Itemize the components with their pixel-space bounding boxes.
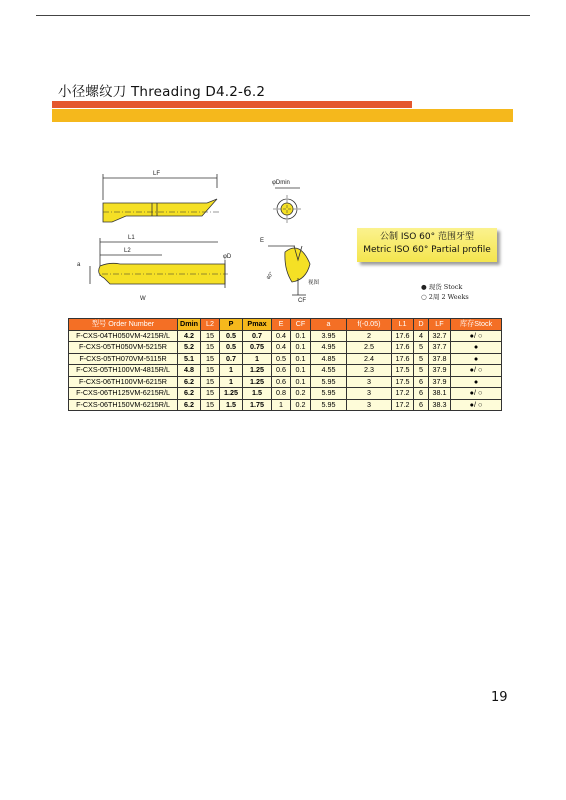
table-cell: 6.2: [178, 399, 201, 411]
thread-profile-detail: [265, 246, 310, 295]
table-header-row: [69, 319, 502, 331]
table-header-cell: 库存Stock: [451, 319, 502, 331]
table-header-cell: f(-0.05): [347, 319, 392, 331]
table-cell: 0.5: [220, 342, 243, 354]
label-a: a: [77, 262, 81, 268]
table-cell: 37.7: [429, 342, 451, 354]
table-cell: 17.6: [392, 353, 414, 365]
table-cell: 15: [201, 330, 220, 342]
table-cell: 17.5: [392, 365, 414, 377]
table-cell: 0.1: [291, 365, 311, 377]
table-cell: 37.8: [429, 353, 451, 365]
profile-callout: [357, 228, 497, 262]
table-cell: ●: [451, 342, 502, 354]
table-cell: 15: [201, 376, 220, 388]
table-header-cell: L1: [392, 319, 414, 331]
table-cell: 0.1: [291, 353, 311, 365]
header-bar-yellow: [52, 109, 513, 122]
label-phi-dmin: φDmin: [272, 180, 290, 186]
table-cell: 1.5: [220, 399, 243, 411]
table-cell: 0.8: [272, 388, 291, 400]
page-title: 小径螺纹刀 Threading D4.2-6.2: [58, 84, 266, 100]
table-cell: 1.25: [220, 388, 243, 400]
table-cell: ●/ ○: [451, 365, 502, 377]
spec-table: [68, 318, 502, 411]
table-header-cell: D: [414, 319, 429, 331]
table-cell: 0.7: [243, 330, 272, 342]
table-cell: F-CXS-06TH150VM-6215R/L: [69, 399, 178, 411]
table-cell: F-CXS-04TH050VM-4215R/L: [69, 330, 178, 342]
table-cell: 4.85: [311, 353, 347, 365]
label-w: W: [140, 296, 146, 302]
table-cell: ●/ ○: [451, 330, 502, 342]
table-cell: 15: [201, 399, 220, 411]
table-row: [69, 365, 502, 377]
tool-top-view: [103, 174, 220, 222]
table-cell: 5.95: [311, 399, 347, 411]
table-cell: 15: [201, 365, 220, 377]
table-row: [69, 399, 502, 411]
table-header-cell: Pmax: [243, 319, 272, 331]
table-cell: 4.2: [178, 330, 201, 342]
table-cell: 4.55: [311, 365, 347, 377]
table-cell: 4.8: [178, 365, 201, 377]
table-header-cell: L2: [201, 319, 220, 331]
top-rule: [36, 15, 530, 16]
table-cell: 6.2: [178, 388, 201, 400]
legend-weeks: ○ 2周 2 Weeks: [421, 293, 469, 301]
table-cell: 37.9: [429, 365, 451, 377]
table-cell: 5: [414, 365, 429, 377]
table-header-cell: Dmin: [178, 319, 201, 331]
table-cell: 5.1: [178, 353, 201, 365]
table-cell: 17.2: [392, 388, 414, 400]
header-bar-red: [52, 101, 412, 108]
label-lf: LF: [153, 171, 161, 177]
table-cell: F-CXS-05TH050VM-5215R: [69, 342, 178, 354]
table-header-cell: P: [220, 319, 243, 331]
table-cell: 1: [220, 376, 243, 388]
table-cell: 17.5: [392, 376, 414, 388]
table-cell: 6.2: [178, 376, 201, 388]
label-phi-d: φD: [223, 254, 232, 260]
label-sixty: 60°: [265, 271, 275, 281]
table-cell: 3: [347, 388, 392, 400]
table-cell: F-CXS-05TH100VM-4815R/L: [69, 365, 178, 377]
table-cell: 2: [347, 330, 392, 342]
table-cell: 1.5: [243, 388, 272, 400]
table-cell: 1.25: [243, 376, 272, 388]
table-cell: ●: [451, 353, 502, 365]
table-header-cell: LF: [429, 319, 451, 331]
table-cell: 17.6: [392, 330, 414, 342]
table-cell: ●/ ○: [451, 399, 502, 411]
table-cell: ●/ ○: [451, 388, 502, 400]
label-l1: L1: [128, 235, 135, 241]
table-cell: F-CXS-06TH100VM-6215R: [69, 376, 178, 388]
table-cell: 0.1: [291, 330, 311, 342]
table-row: [69, 353, 502, 365]
table-cell: 5.95: [311, 388, 347, 400]
tool-side-view: [90, 238, 228, 288]
table-cell: 4: [414, 330, 429, 342]
table-header-cell: a: [311, 319, 347, 331]
table-cell: 3: [347, 376, 392, 388]
tool-end-view: [273, 188, 301, 223]
table-cell: 2.3: [347, 365, 392, 377]
label-l2: L2: [124, 248, 131, 254]
stock-legend: [421, 282, 469, 302]
tool-drawing: [70, 160, 360, 310]
profile-line-en: Metric ISO 60° Partial profile: [363, 245, 491, 255]
label-view: 视图: [308, 280, 320, 286]
table-cell: 3.95: [311, 330, 347, 342]
table-row: [69, 376, 502, 388]
table-header-cell: E: [272, 319, 291, 331]
label-cf: CF: [298, 298, 306, 304]
table-cell: 1: [272, 399, 291, 411]
table-cell: 2.4: [347, 353, 392, 365]
table-cell: 0.4: [272, 342, 291, 354]
table-cell: 37.9: [429, 376, 451, 388]
page-number: 19: [491, 690, 508, 705]
table-cell: 0.1: [291, 342, 311, 354]
legend-stock: ● 现货 Stock: [421, 283, 463, 291]
table-cell: F-CXS-06TH125VM-6215R/L: [69, 388, 178, 400]
table-cell: 5.2: [178, 342, 201, 354]
profile-line-cn: 公制 ISO 60° 范围牙型: [380, 232, 474, 242]
table-row: [69, 342, 502, 354]
label-e: E: [260, 238, 265, 244]
table-cell: 5: [414, 342, 429, 354]
table-cell: 0.75: [243, 342, 272, 354]
table-row: [69, 330, 502, 342]
table-cell: 6: [414, 399, 429, 411]
table-cell: 1: [220, 365, 243, 377]
table-cell: 6: [414, 376, 429, 388]
table-cell: 32.7: [429, 330, 451, 342]
table-cell: 17.6: [392, 342, 414, 354]
table-cell: 2.5: [347, 342, 392, 354]
table-cell: 17.2: [392, 399, 414, 411]
table-cell: 3: [347, 399, 392, 411]
table-cell: ●: [451, 376, 502, 388]
table-cell: 0.2: [291, 399, 311, 411]
table-cell: 0.5: [272, 353, 291, 365]
table-cell: 1: [243, 353, 272, 365]
table-cell: 0.4: [272, 330, 291, 342]
table-header-cell: CF: [291, 319, 311, 331]
table-cell: 15: [201, 388, 220, 400]
table-cell: 6: [414, 388, 429, 400]
table-cell: 0.7: [220, 353, 243, 365]
table-cell: 1.75: [243, 399, 272, 411]
table-cell: F-CXS-05TH070VM-5115R: [69, 353, 178, 365]
table-cell: 0.2: [291, 388, 311, 400]
table-header-cell: 型号 Order Number: [69, 319, 178, 331]
table-cell: 15: [201, 342, 220, 354]
table-cell: 15: [201, 353, 220, 365]
table-cell: 0.1: [291, 376, 311, 388]
table-cell: 0.6: [272, 376, 291, 388]
table-cell: 4.95: [311, 342, 347, 354]
table-cell: 0.6: [272, 365, 291, 377]
table-cell: 0.5: [220, 330, 243, 342]
table-cell: 38.1: [429, 388, 451, 400]
table-cell: 38.3: [429, 399, 451, 411]
table-cell: 5.95: [311, 376, 347, 388]
table-row: [69, 388, 502, 400]
table-cell: 1.25: [243, 365, 272, 377]
table-cell: 5: [414, 353, 429, 365]
